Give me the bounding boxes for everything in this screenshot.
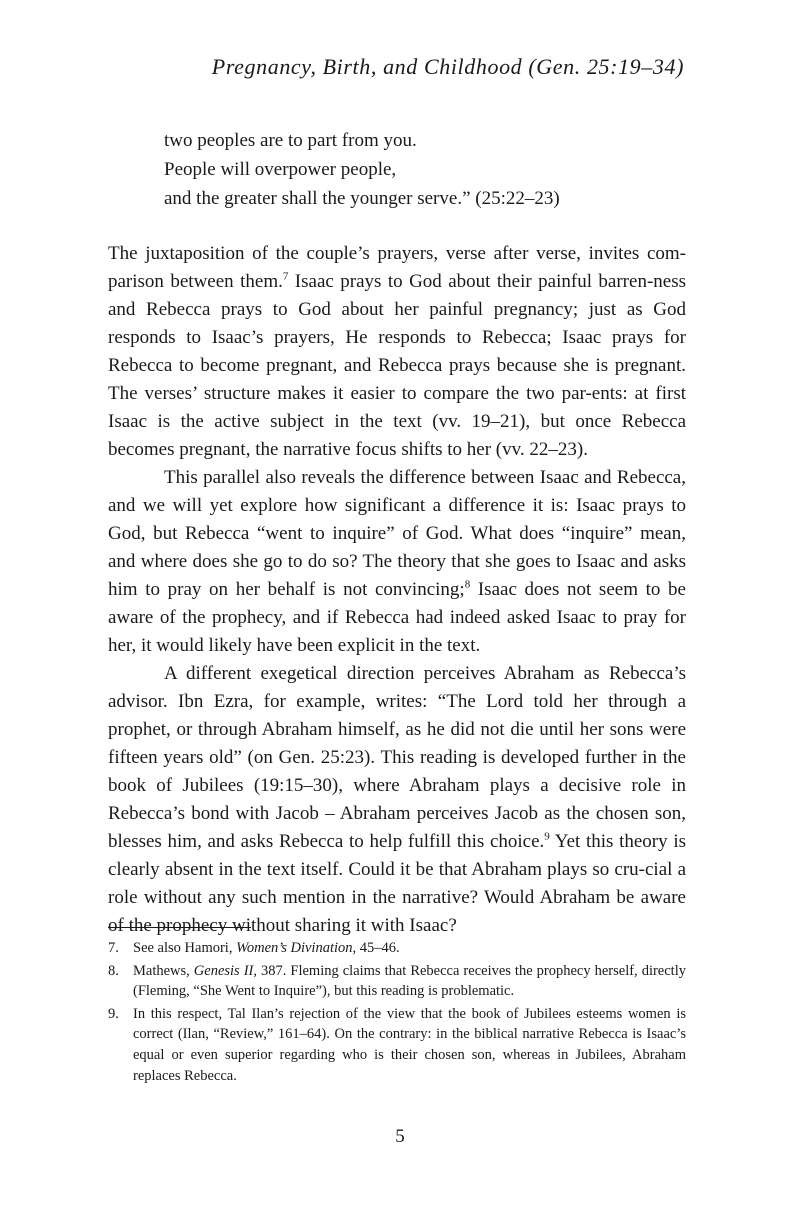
- footnote-italic-title: Genesis II: [193, 962, 254, 979]
- footnote-number: 9.: [108, 1005, 119, 1022]
- footnote-text-end: , 45–46.: [352, 940, 400, 956]
- paragraph-1-text-b: Isaac prays to God about their painful barren-ness and Rebecca prays to God about her painful pregnancy; just as God responds to Isaac’s prayers, He responds to Rebecca; Isaac prays for Rebecca to become pregnant, and Rebecca prays because she is pregnant. The verses’ structure makes it easier to compare the two par-ents: at first Isaac is the active subject in the text (vv. 19–21), but once Rebecca becomes pregnant, the narrative focus shifts to her (vv. 22–23).: [108, 271, 686, 460]
- quote-line-3: and the greater shall the younger serve.” (25:22–23): [164, 188, 560, 209]
- footnote-divider: [108, 927, 251, 928]
- footnote-ref-7[interactable]: 7: [282, 270, 289, 283]
- paragraph-3-text-a: A different exegetical direction perceives Abraham as Rebecca’s advisor. Ibn Ezra, for example, writes: “The Lord told her through a prophet, or through Abraham himself, as he did not die until her sons were fifteen years old” (on Gen. 25:23). This reading is developed further in the book of Jubilees (19:15–30), where Abraham plays a decisive role in Rebecca’s bond with Jacob – Abraham perceives Jacob as the chosen son, blesses him, and asks Rebecca to help fulfill this choice.: [108, 663, 686, 852]
- footnote-text: Mathews,: [133, 962, 194, 979]
- paragraph-1: [108, 240, 686, 464]
- paragraph-2-text-a: This parallel also reveals the difference between Isaac and Rebecca, and we will yet explore how significant a difference it is: Isaac prays to God, but Rebecca “went to inquire” of God. What does “inquire” mean, and where does she go to do so? The theory that she goes to Isaac and asks him to pray on her behalf is not convincing;: [108, 467, 686, 600]
- footnote-text: See also Hamori,: [133, 940, 237, 956]
- page-number: 5: [395, 1126, 405, 1147]
- paragraph-2-text-b: Isaac does not seem to be aware of the prophecy, and if Rebecca had indeed asked Isaac to pray for her, it would likely have been explicit in the text.: [108, 579, 686, 656]
- running-head: Pregnancy, Birth, and Childhood (Gen. 25:19–34): [211, 54, 684, 79]
- block-quote: [164, 126, 724, 213]
- footnote-9: [108, 1004, 686, 1086]
- footnote-number: 7.: [108, 940, 119, 956]
- footnote-italic-title: Women’s Divination: [236, 940, 353, 956]
- quote-line-2: People will overpower people,: [164, 159, 397, 180]
- footnote-number: 8.: [108, 962, 119, 979]
- body-text: [108, 240, 686, 940]
- footnote-text-end: , 387. Fleming claims that Rebecca receives the prophecy herself, directly (Fleming, “She Went to Inquire”), but this reading is problematic.: [133, 962, 686, 1000]
- footnote-ref-8[interactable]: 8: [464, 578, 471, 591]
- footnote-7: [108, 938, 686, 959]
- paragraph-1-text-a: The juxtaposition of the couple’s prayers, verse after verse, invites com-parison between them.: [108, 243, 686, 292]
- paragraph-2: [108, 464, 686, 660]
- footnotes: [108, 938, 686, 1088]
- paragraph-3: [108, 660, 686, 940]
- footnote-8: [108, 961, 686, 1002]
- footnote-ref-9[interactable]: 9: [544, 830, 550, 843]
- footnote-text: In this respect, Tal Ilan’s rejection of the view that the book of Jubilees esteems women is correct (Ilan, “Review,” 161–64). On the contrary: in the biblical narrative Rebecca is Isaac’s equal or even superior regarding who is their chosen son, whereas in Jubilees, Abraham replaces Rebecca.: [133, 1005, 686, 1084]
- paragraph-3-text-b: Yet this theory is clearly absent in the text itself. Could it be that Abraham plays so cru-cial a role without any such mention in the narrative? Would Abraham be aware of the prophecy without sharing it with Isaac?: [108, 831, 686, 936]
- quote-line-1: two peoples are to part from you.: [164, 130, 417, 151]
